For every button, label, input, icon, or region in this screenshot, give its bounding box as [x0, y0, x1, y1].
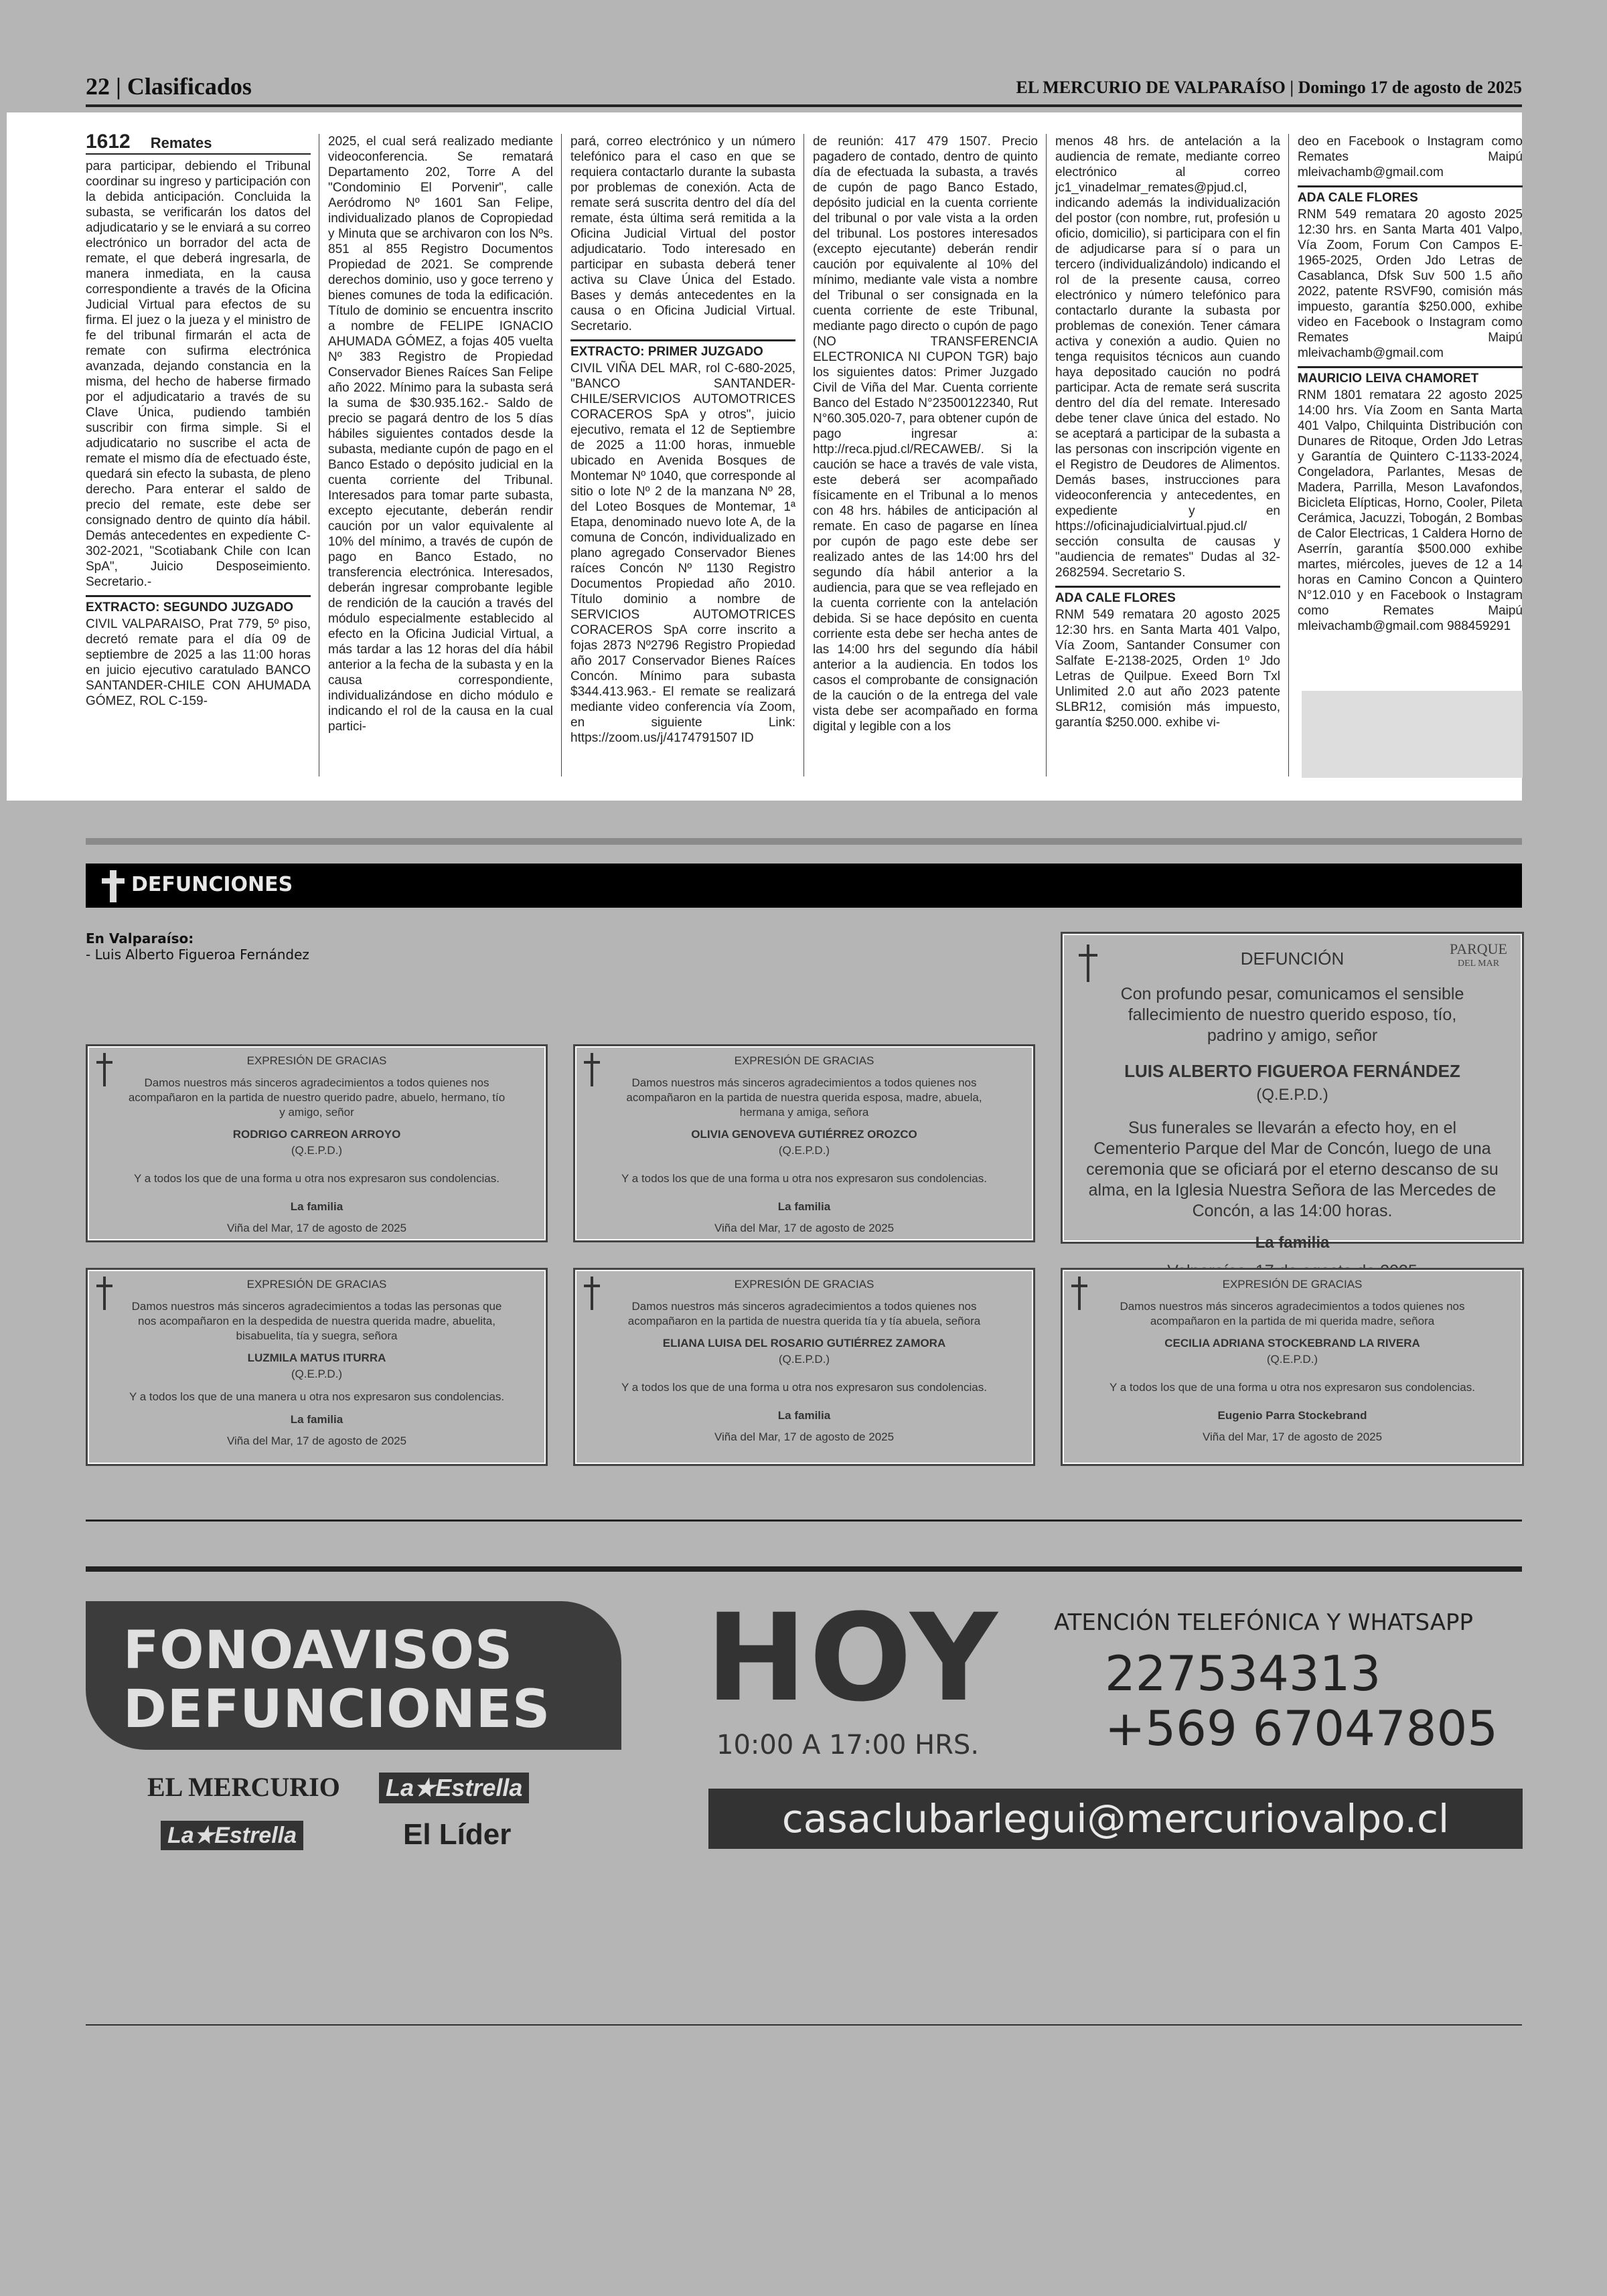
- fonoavisos-line: FONOAVISOS: [123, 1621, 514, 1681]
- fonoavisos-line: DEFUNCIONES: [123, 1679, 551, 1740]
- card-title: EXPRESIÓN DE GRACIAS: [734, 1054, 874, 1067]
- card-qepd: (Q.E.P.D.): [291, 1368, 343, 1380]
- remate-text: 2025, el cual será realizado mediante videoconferencia. Se rematará Departamento 202, Torre A del "Condominio El Porvenir", calle Aeródromo Nº 1601 San Felipe, individualizado planos de Copropiedad y Minuta que se archivaron con los Nºs. 851 al 855 Registro Documentos Propiedad de 2021. Se comprende derechos dominio, uso y goce terreno y bienes comunes de toda la edificación. Título de dominio se encuentra inscrito a nombre de FELIPE IGNACIO AHUMADA GÓMEZ, a fojas 405 vuelta Nº 383 Registro de Propiedad Conservador Bienes Raíces San Felipe año 2022. Mínimo para la subasta será la suma de $30.935.162.- Saldo de precio se pagará dentro de los 5 días hábiles siguientes contados desde la subasta, mediante cupón de pago en el Banco Estado o depósito judicial en la cuenta corriente del Tribunal. Interesados para tomar parte subasta, excepto ejecutante, deberán rendir caución por un valor equivalente al 10% del mínimo, a través de cupón de pago en Banco Estado, no transferencia electrónica. Interesados, deberán ingresar comprobante legible de rendición de la caución a través del módulo especialmente establecido al efecto en la Oficina Judicial Virtual, a más tardar a las 12 horas del día hábil anterior a la fecha de la subasta y en la causa correspondiente, individualizándose en dicho módulo e indicando el rol de la causa en la cual partici-: [328, 135, 553, 734]
- remates-column-2: [328, 134, 553, 776]
- remate-heading: MAURICIO LEIVA CHAMORET: [1298, 366, 1523, 386]
- logo-text: DEL MAR: [1457, 959, 1500, 969]
- gratitude-card: [86, 1268, 548, 1466]
- card-title: EXPRESIÓN DE GRACIAS: [246, 1054, 387, 1067]
- card-qepd: (Q.E.P.D.): [1266, 1353, 1318, 1366]
- card-family: La familia: [777, 1409, 831, 1422]
- card-date: Viña del Mar, 17 de agosto de 2025: [226, 1222, 407, 1234]
- la-estrella-logo: La★Estrella: [379, 1773, 529, 1803]
- notice-name: LUIS ALBERTO FIGUEROA FERNÁNDEZ: [1124, 1061, 1460, 1081]
- card-family: La familia: [290, 1200, 343, 1213]
- card-family: La familia: [777, 1200, 831, 1213]
- remate-text: RNM 549 rematara 20 agosto 2025 12:30 hrs. en Santa Marta 401 Valpo, Vía Zoom, Santander Consumer con Salfate E-2138-2025, Orden 1º Jdo Letras de Quilpue. Exeed Born Txl Unlimited 2.0 aut año 2023 patente SLBR12, comisión más impuesto, garantía $250.000. exhibe vi-: [1055, 608, 1280, 730]
- location-list: [86, 930, 309, 963]
- card-condolences: Y a todos los que de una forma u otra nos expresaron sus condolencias.: [1109, 1381, 1475, 1394]
- attention-label: ATENCIÓN TELEFÓNICA Y WHATSAPP: [1054, 1609, 1473, 1636]
- cross-icon: [1076, 943, 1100, 983]
- cross-icon: [1069, 1275, 1089, 1311]
- card-qepd: (Q.E.P.D.): [778, 1144, 830, 1157]
- remates-column-5: [1055, 134, 1280, 776]
- notice-body: Con profundo pesar, comunicamos el sensible fallecimiento de nuestro querido esposo, tío, padrino y amigo, señor: [1120, 985, 1464, 1045]
- cross-icon: [582, 1052, 602, 1088]
- newspaper-date: EL MERCURIO DE VALPARAÍSO | Domingo 17 de agosto de 2025: [1016, 78, 1522, 97]
- notice-funeral: Sus funerales se llevarán a efecto hoy, en el Cementerio Parque del Mar de Concón, luego de una ceremonia que se oficiará por el eterno descanso de su alma, en la Iglesia Nuestra Señora de las Mercedes de Concón, a las 14:00 horas.: [1086, 1119, 1499, 1220]
- remates-label: Remates: [150, 135, 212, 151]
- column-divider: [1046, 134, 1047, 776]
- remate-heading: EXTRACTO: PRIMER JUZGADO: [570, 339, 795, 359]
- card-condolences: Y a todos los que de una forma u otra nos expresaron sus condolencias.: [621, 1381, 987, 1394]
- remate-text: menos 48 hrs. de antelación a la audiencia de remate, mediante correo electrónico al correo jc1_vinadelmar_remates@pjud.cl, indicando además la individualización del postor (con nombre, rut, profesión u oficio, domicilio), si participara con el fin de adjudicarse para sí o para un tercero (individualizándolo) indicando el rol de la presente causa, correo electrónico y número telefónico para contactarlo durante la subasta por problemas de conexión. Tener cámara activa y conexión a audio. Quien no tenga requisitos técnicos aun cuando haya depositado caución no podrá participar. Acta de remate será suscrita dentro del día del remate. Interesado debe tener clave única del estado. No se aceptará a participar de la subasta a las personas con inscripción vigente en el Registro de Deudores de Alimentos. Demás bases, instrucciones para videoconferencia y antecedentes, en expediente y en https://oficinajudicialvirtual.pjud.cl/ sección consulta de causas y "audiencia de remates" Dudas al 32-2682594. Secretario S.: [1055, 135, 1280, 580]
- divider: [86, 1520, 1522, 1522]
- section-separator: [86, 838, 1522, 845]
- column-divider: [1288, 134, 1289, 776]
- gratitude-card: [573, 1044, 1035, 1242]
- card-title: EXPRESIÓN DE GRACIAS: [734, 1278, 874, 1291]
- el-lider-logo: El Líder: [403, 1818, 512, 1851]
- card-body: Damos nuestros más sinceros agradecimientos a todos quienes nos acompañaron en la partida de nuestro querido padre, abuelo, hermano, tío y amigo, señor: [128, 1076, 506, 1119]
- remates-header: [86, 131, 311, 155]
- card-date: Viña del Mar, 17 de agosto de 2025: [714, 1430, 895, 1443]
- gratitude-card: [86, 1044, 548, 1242]
- remates-column-6: [1298, 134, 1523, 633]
- card-name: CECILIA ADRIANA STOCKEBRAND LA RIVERA: [1164, 1337, 1420, 1349]
- card-name: OLIVIA GENOVEVA GUTIÉRREZ OROZCO: [691, 1128, 917, 1141]
- remates-column-4: [813, 134, 1038, 776]
- fonoavisos-title: [123, 1621, 550, 1739]
- card-body: Damos nuestros más sinceros agradecimientos a todos quienes nos acompañaron en la partida de mi querida madre, señora: [1120, 1300, 1465, 1327]
- cross-icon: [582, 1275, 602, 1311]
- remate-heading: ADA CALE FLORES: [1298, 185, 1523, 206]
- el-mercurio-logo: EL MERCURIO: [147, 1772, 340, 1802]
- remates-column-3: [570, 134, 795, 776]
- defunciones-bar: [86, 864, 1522, 908]
- gratitude-card: [573, 1268, 1035, 1466]
- card-name: RODRIGO CARREON ARROYO: [232, 1128, 401, 1141]
- fonoavisos-banner: [86, 1601, 621, 1750]
- divider: [86, 2024, 1522, 2026]
- card-family: La familia: [290, 1413, 343, 1426]
- notice-family: La familia: [1255, 1234, 1330, 1252]
- remate-heading: ADA CALE FLORES: [1055, 586, 1280, 606]
- divider: [86, 1566, 1522, 1572]
- defunciones-title: DEFUNCIONES: [131, 873, 293, 896]
- card-body: Damos nuestros más sinceros agradecimientos a todas las personas que nos acompañaron en la despedida de nuestra querida madre, abuelita, bisabuelita, tía y suegra, señora: [131, 1300, 502, 1342]
- remate-text: RNM 1801 rematara 22 agosto 2025 14:00 hrs. Vía Zoom en Santa Marta 401 Valpo, Chilquinta Distribución con Dunares de Ritoque, Orden Jdo Letras y Garantía de Quintero C-1133-2024, Congeladora, Parlantes, Mesas de Madera, Parrilla, Meson Lavafondos, Bicicleta Elípticas, Horno, Cooler, Pileta Cerámica, Jacuzzi, Tobogán, 2 Bombas de Calor Electricas, 1 Caldera Horno de Aserrín, garantía $500.000 exhibe martes, miércoles, jueves de 12 a 14 horas en Camino Concon a Quintero N°12.010 y en Facebook o Instagram como Remates Maipú mleivachamb@gmail.com 988459291: [1298, 388, 1523, 633]
- card-condolences: Y a todos los que de una forma u otra nos expresaron sus condolencias.: [134, 1172, 500, 1185]
- card-condolences: Y a todos los que de una forma u otra nos expresaron sus condolencias.: [621, 1172, 987, 1185]
- card-title: EXPRESIÓN DE GRACIAS: [246, 1278, 387, 1291]
- page-header: [86, 64, 1522, 107]
- la-estrella-logo: La★Estrella: [161, 1821, 303, 1850]
- remate-text: para participar, debiendo el Tribunal coordinar su ingreso y participación con la debida anticipación. Concluida la subasta, se verificarán los datos del adjudicatario y se le enviará a su correo electrónico un borrador del acta de remate, el que deberá ingresarla, de manera inmediata, en la causa correspondiente a través de la Oficina Judicial Virtual para efectos de su firma. El juez o la jueza y el ministro de fe del tribunal firmarán el acta de remate con sufirma electrónica avanzada, dejando constancia en la misma, del hecho de haberse firmado por el adjudicatario a través de su Clave Única, pudiendo también suscribir con firma simple. Si el adjudicatario no suscribe el acta de remate el mismo día de efectuado éste, quedará sin efecto la subasta, de pleno derecho. Para enterar el saldo de precio del remate, este debe ser consignado dentro de quinto día hábil. Demás antecedentes en expediente C-302-2021, "Scotiabank Chile con Ican SpA", Juicio Desposeimiento. Secretario.-: [86, 159, 311, 589]
- remate-text: pará, correo electrónico y un número telefónico para el caso en que se requiera contactarlo durante la subasta por problemas de conexión. Acta de remate será suscrita dentro del día del remate, ésta última será remitida a la Oficina Judicial Virtual del postor adjudicatario. Todo interesado en participar en subasta deberá tener activa su Clave Única del Estado. Bases y demás antecedentes en la causa o en Oficina Judicial Virtual. Secretario.: [570, 135, 795, 333]
- remate-text: deo en Facebook o Instagram como Remates Maipú mleivachamb@gmail.com: [1298, 135, 1523, 179]
- cross-icon: [94, 1052, 114, 1088]
- card-body: Damos nuestros más sinceros agradecimientos a todos quienes nos acompañaron en la partida de nuestra querida tía y tía abuela, señora: [627, 1300, 981, 1327]
- card-qepd: (Q.E.P.D.): [291, 1144, 343, 1157]
- contact-email: casaclubarlegui@mercuriovalpo.cl: [708, 1789, 1523, 1849]
- remate-text: CIVIL VIÑA DEL MAR, rol C-680-2025, "BANCO SANTANDER-CHILE/SERVICIOS AUTOMOTRICES CORACEROS SpA y otros", juicio ejecutivo, remata el 12 de Septiembre de 2025 a 11:00 horas, inmueble ubicado en Avenida Bosques de Montemar Nº 1040, que corresponde al sitio o lote Nº 2 de la manzana Nº 28, del Loteo Bosques de Montemar, 1ª Etapa, denominado nuevo lote A, de la comuna de Concón, individualizado en plano agregado Conservador Bienes raíces Concón Nº 1130 Registro Documentos Propiedad año 2010. Título dominio a nombre de SERVICIOS AUTOMOTRICES CORACEROS SpA corre inscrito a fojas 2873 Nº2796 Registro Propiedad año 2017 Conservador Bienes Raíces Concón. Mínimo para subasta $344.413.963.- El remate se realizará mediante video conferencia vía Zoom, en siguiente Link: https://zoom.us/j/4174791507 ID: [570, 361, 795, 745]
- phone-number: 227534313: [1105, 1645, 1381, 1702]
- parque-del-mar-logo: [1450, 942, 1507, 971]
- death-notice-card: [1061, 932, 1524, 1252]
- card-body: Damos nuestros más sinceros agradecimientos a todos quienes nos acompañaron en la partida de nuestra querida esposa, madre, abuela, hermana y amiga, señora: [626, 1076, 982, 1119]
- whatsapp-number: +569 67047805: [1105, 1700, 1499, 1756]
- card-condolences: Y a todos los que de una manera u otra nos expresaron sus condolencias.: [129, 1390, 505, 1403]
- card-date: Viña del Mar, 17 de agosto de 2025: [226, 1434, 407, 1447]
- logo-text: PARQUE: [1450, 940, 1507, 957]
- card-qepd: (Q.E.P.D.): [778, 1353, 830, 1366]
- card-name: LUZMILA MATUS ITURRA: [247, 1351, 386, 1364]
- remate-text: RNM 549 rematara 20 agosto 2025 12:30 hrs. en Santa Marta 401 Valpo, Vía Zoom, Forum Con Campos E-1965-2025, Orden Jdo Letras de Casablanca, Dfsk Suv 500 1.5 año 2022, patente RSVF90, comisión más impuesto, garantía $250.000, exhibe video en Facebook o Instagram como Remates Maipú mleivachamb@gmail.com: [1298, 208, 1523, 360]
- remate-heading: EXTRACTO: SEGUNDO JUZGADO: [86, 595, 311, 615]
- remates-number: 1612: [86, 131, 131, 153]
- remate-text: CIVIL VALPARAISO, Prat 779, 5º piso, decretó remate para el día 09 de septiembre de 2025 a las 11:00 horas en juicio ejecutivo caratulado BANCO SANTANDER-CHILE CON AHUMADA GÓMEZ, ROL C-159-: [86, 617, 311, 708]
- notice-title: DEFUNCIÓN: [1240, 949, 1345, 969]
- card-title: EXPRESIÓN DE GRACIAS: [1222, 1278, 1363, 1291]
- card-name: ELIANA LUISA DEL ROSARIO GUTIÉRREZ ZAMORA: [662, 1337, 946, 1349]
- notice-qepd: (Q.E.P.D.): [1256, 1086, 1328, 1104]
- card-family: Eugenio Parra Stockebrand: [1217, 1409, 1367, 1422]
- location-item: - Luis Alberto Figueroa Fernández: [86, 947, 309, 963]
- remates-column-1: [86, 131, 311, 776]
- cross-icon: [94, 1275, 114, 1311]
- section-title: 22 | Clasificados: [86, 73, 252, 100]
- remate-text: de reunión: 417 479 1507. Precio pagadero de contado, dentro de quinto día de efectuada la subasta, a través de cupón de pago Banco Estado, depósito judicial en la cuenta corriente del tribunal o por vale vista a la orden del tribunal. Los postores interesados (excepto ejecutante) deberán rendir caución por equivalente al 10% del mínimo, mediante vale vista a nombre del Tribunal o ser consignada en la cuenta corriente de este Tribunal, mediante pago directo o cupón de pago (NO TRANSFERENCIA ELECTRONICA NI CUPON TGR) bajo los siguientes datos: Primer Juzgado Civil de Viña del Mar. Cuenta corriente Banco del Estado N°23500122340, Rut N°60.305.020-7, para obtener cupón de pago ingresar a: http://reca.pjud.cl/RECAWEB/. Si la caución se hace a través de vale vista, este deberá ser acompañado físicamente en el Tribunal a lo menos con 48 hrs. hábiles de anticipación al remate. En caso de pagarse en línea por cupón de pago este debe ser realizado antes de las 14:00 hrs del segundo día hábil anterior a la audiencia, para que se vea reflejado en la cuenta corriente con la antelación debida. Si se hace depósito en cuenta corriente esta debe ser hecha antes de las 14:00 hrs del segundo día hábil anterior a la audiencia. En todos los casos el comprobante de consignación de la caución o de la entrega del vale vista debe ser acompañado en forma digital y legible con a los: [813, 135, 1038, 734]
- card-date: Viña del Mar, 17 de agosto de 2025: [714, 1222, 895, 1234]
- column-divider: [561, 134, 562, 776]
- cross-icon: [96, 868, 130, 904]
- gratitude-card: [1061, 1268, 1524, 1466]
- hoy-label: HOY: [706, 1588, 1000, 1728]
- empty-ad-box: [1302, 691, 1523, 778]
- classifieds-panel: [7, 112, 1522, 801]
- location-label: En Valparaíso:: [86, 930, 194, 947]
- card-date: Viña del Mar, 17 de agosto de 2025: [1202, 1430, 1383, 1443]
- hours-label: 10:00 A 17:00 HRS.: [716, 1730, 980, 1760]
